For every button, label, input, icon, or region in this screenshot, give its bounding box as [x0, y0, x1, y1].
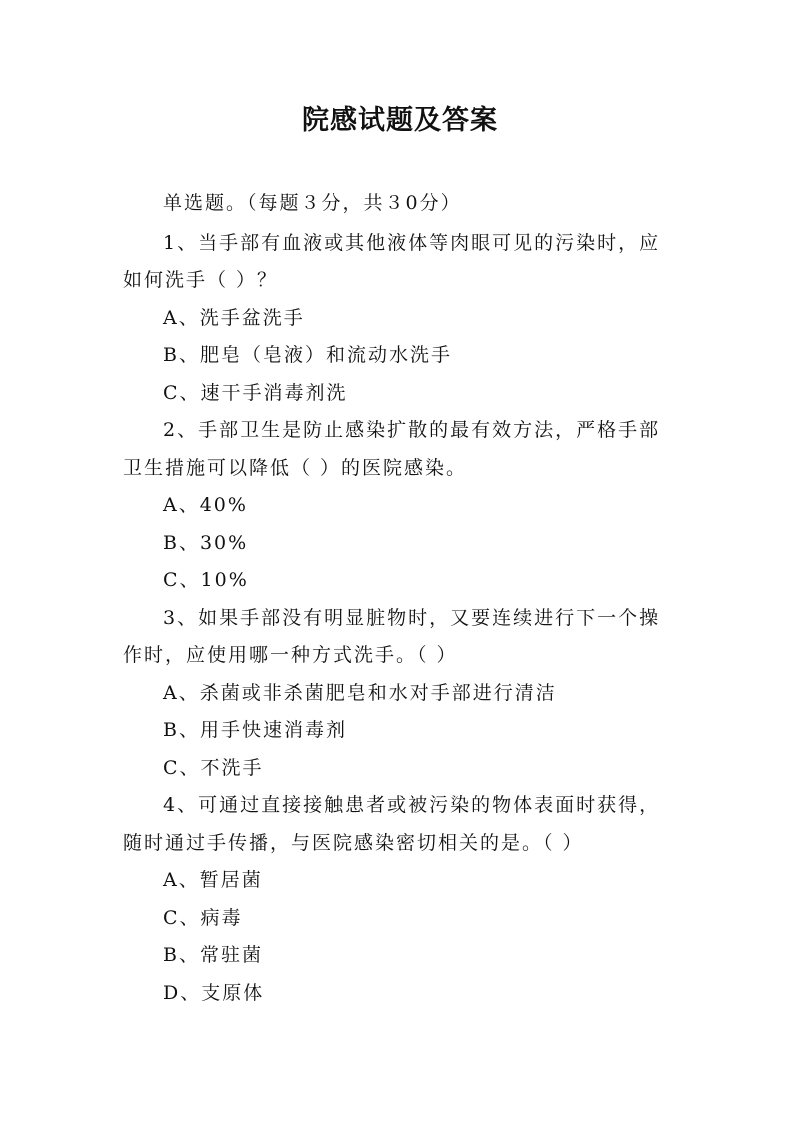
question-3-option-b: B、用手快速消毒剂 — [163, 719, 347, 741]
question-3-stem-line-2: 作时，应使用哪一种方式洗手。（ ） — [123, 644, 458, 666]
section-heading: 单选题。（每题３分，共３0分） — [163, 192, 462, 214]
question-1-option-b: B、肥皂（皂液）和流动水洗手 — [163, 344, 452, 366]
question-2-option-b: B、30% — [163, 532, 249, 554]
question-4-option-a: A、暂居菌 — [163, 869, 263, 891]
question-1-option-a: A、洗手盆洗手 — [163, 307, 305, 329]
question-1-option-c: C、速干手消毒剂洗 — [163, 382, 348, 404]
question-4-stem-line-1: 4、可通过直接接触患者或被污染的物体表面时获得， — [163, 794, 661, 816]
question-4-option-b: B、常驻菌 — [163, 944, 263, 966]
question-3-option-c: C、不洗手 — [163, 757, 264, 779]
question-2-option-a: A、40% — [163, 494, 248, 516]
question-2-stem-line-2: 卫生措施可以降低（ ）的医院感染。 — [123, 457, 468, 479]
document-title: 院感试题及答案 — [302, 105, 498, 136]
question-3-option-a: A、杀菌或非杀菌肥皂和水对手部进行清洁 — [163, 682, 557, 704]
question-4-option-c: C、病毒 — [163, 907, 243, 929]
question-2-stem-line-1: 2、手部卫生是防止感染扩散的最有效方法，严格手部 — [163, 419, 661, 441]
question-1-stem-line-2: 如何洗手（ ）？ — [123, 269, 279, 291]
question-4-stem-line-2: 随时通过手传播，与医院感染密切相关的是。（ ） — [123, 832, 584, 854]
question-1-stem-line-1: 1、当手部有血液或其他液体等肉眼可见的污染时，应 — [163, 232, 661, 254]
question-2-option-c: C、10% — [163, 569, 249, 591]
question-3-stem-line-1: 3、如果手部没有明显脏物时，又要连续进行下一个操 — [163, 607, 661, 629]
question-4-option-d: D、支原体 — [163, 982, 265, 1004]
